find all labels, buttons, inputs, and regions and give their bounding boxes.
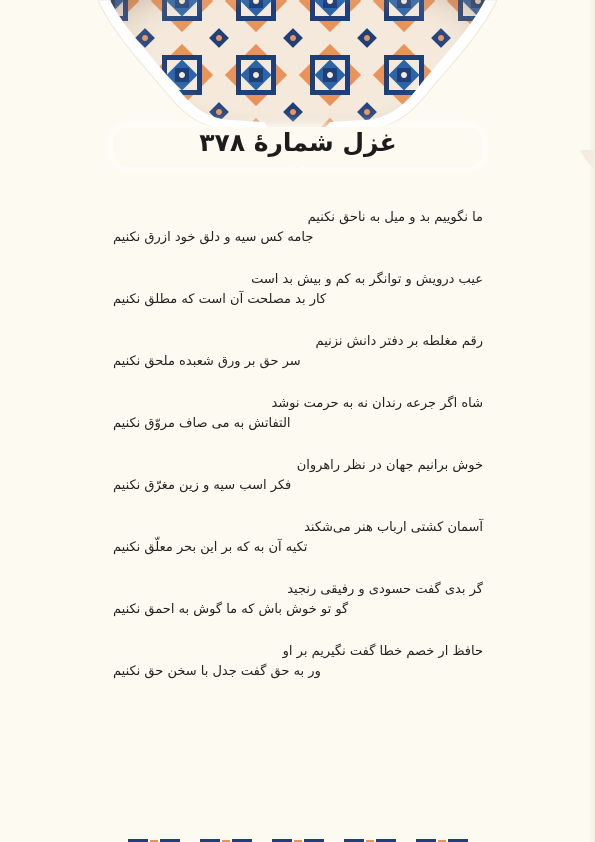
poem-title: غزل شمارهٔ ۳۷۸ xyxy=(199,128,397,157)
first-hemistich: ما نگوییم بد و میل به ناحق نکنیم xyxy=(307,210,483,225)
second-hemistich: تکیه آن به که بر این بحر معلّق نکنیم xyxy=(113,540,308,555)
tile-ornament xyxy=(0,0,595,200)
second-hemistich: التفاتش به می صاف مروّق نکنیم xyxy=(113,416,291,431)
first-hemistich: شاه اگر جرعه رندان نه به حرمت نوشد xyxy=(271,396,483,411)
couplet xyxy=(113,580,483,642)
first-hemistich: رقم مغلطه بر دفتر دانش نزنیم xyxy=(315,334,483,349)
first-hemistich: گر بدی گفت حسودی و رفیقی رنجید xyxy=(287,582,483,597)
couplet xyxy=(113,642,483,704)
first-hemistich: خوش برانیم جهان در نظر راهروان xyxy=(296,458,483,473)
couplet xyxy=(113,332,483,394)
couplet xyxy=(113,456,483,518)
couplet xyxy=(113,394,483,456)
bottom-tile-strip xyxy=(0,836,595,842)
second-hemistich: جامه کس سیه و دلق خود ازرق نکنیم xyxy=(113,230,314,245)
first-hemistich: آسمان کشتی ارباب هنر می‌شکند xyxy=(304,520,483,535)
first-hemistich: عیب درویش و توانگر به کم و بیش بد است xyxy=(251,272,483,287)
second-hemistich: سر حق بر ورق شعبده ملحق نکنیم xyxy=(113,354,301,369)
second-hemistich: ور به حق گفت جدل با سخن حق نکنیم xyxy=(113,664,321,679)
second-hemistich: گو تو خوش باش که ما گوش به احمق نکنیم xyxy=(113,602,349,617)
second-hemistich: فکر اسب سیه و زین مغرّق نکنیم xyxy=(113,478,292,493)
second-hemistich: کار بد مصلحت آن است که مطلق نکنیم xyxy=(113,292,327,307)
couplet xyxy=(113,518,483,580)
poem-body xyxy=(113,208,483,704)
couplet xyxy=(113,208,483,270)
first-hemistich: حافظ ار خصم خطا گفت نگیریم بر او xyxy=(282,644,483,659)
couplet xyxy=(113,270,483,332)
